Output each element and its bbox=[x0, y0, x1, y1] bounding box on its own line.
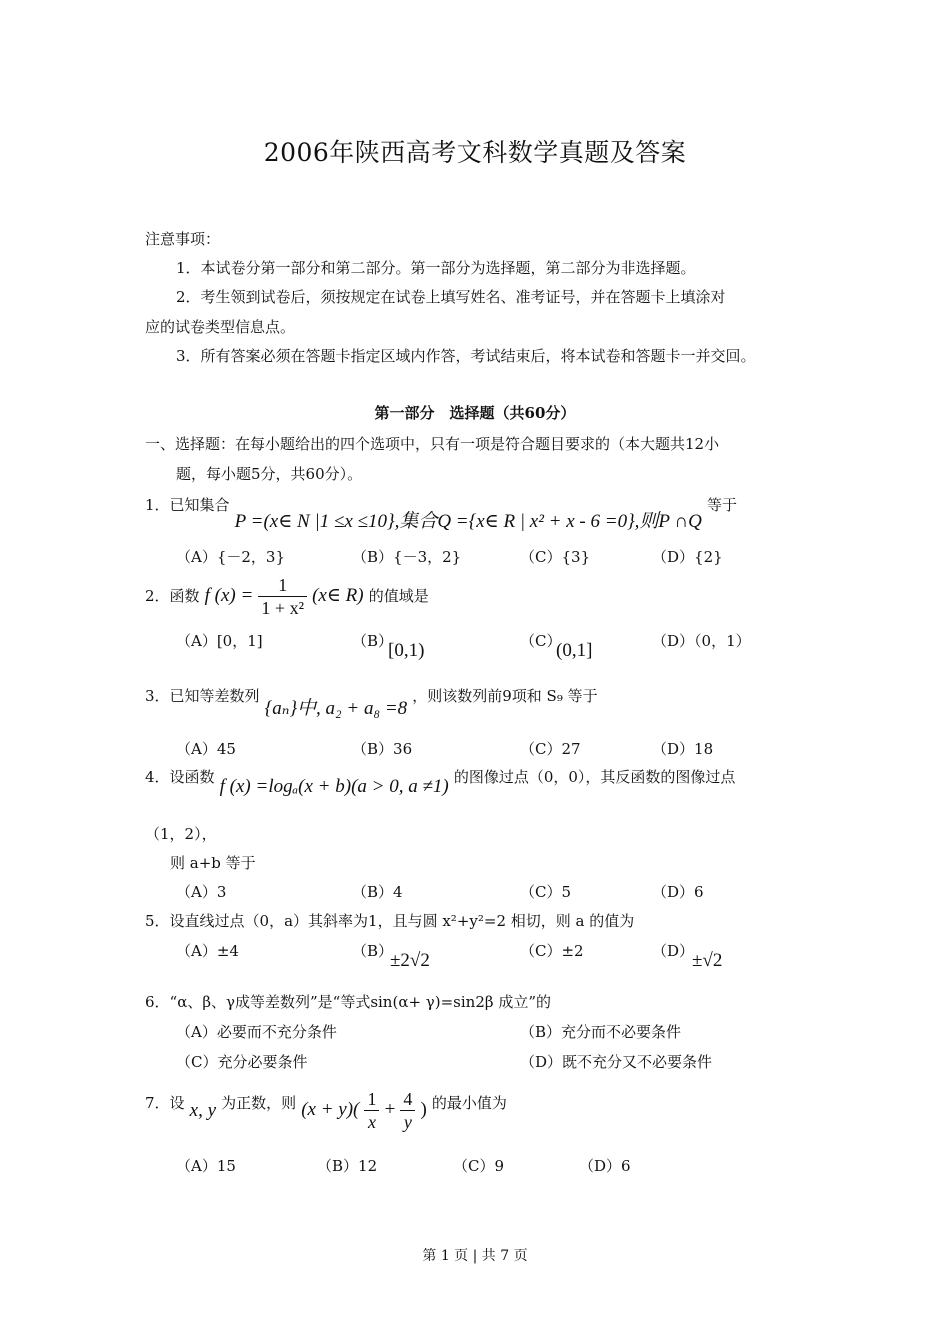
q7-fraction-1 bbox=[364, 1088, 379, 1133]
q2-prefix: 2．函数 bbox=[145, 587, 200, 605]
question-5: 5．设直线过点（0，a）其斜率为1，且与圆 x²+y²=2 相切，则 a 的值为 bbox=[145, 912, 635, 930]
q4-line-2: （1，2）， bbox=[145, 825, 217, 843]
question-1 bbox=[145, 494, 737, 532]
q7-vars: x, y bbox=[189, 1100, 217, 1121]
q1-option-c: （C）{3} bbox=[520, 548, 591, 566]
question-6: 6．“α、β、γ成等差数列”是“等式sin(α+ γ)=sin2β 成立”的 bbox=[145, 993, 551, 1011]
q7-den-1: x bbox=[367, 1112, 376, 1132]
q5-option-d-math: ±√2 bbox=[692, 950, 723, 971]
q7-mid: 为正数，则 bbox=[221, 1094, 297, 1112]
notice-item-3: 3．所有答案必须在答题卡指定区域内作答，考试结束后，将本试卷和答题卡一并交回。 bbox=[176, 347, 756, 365]
q1-suffix: 等于 bbox=[706, 496, 737, 514]
q4-option-a: （A）3 bbox=[176, 883, 227, 901]
q3-option-a: （A）45 bbox=[176, 740, 236, 758]
q2-option-d: （D）（0，1） bbox=[652, 632, 751, 650]
q7-num-1: 1 bbox=[364, 1088, 379, 1111]
q4-option-c: （C）5 bbox=[520, 883, 572, 901]
notice-item-2-cont: 应的试卷类型信息点。 bbox=[145, 318, 296, 336]
q3-option-c: （C）27 bbox=[520, 740, 581, 758]
q7-lead: (x + y)( bbox=[301, 1099, 360, 1120]
q4-line-3: 则 a+b 等于 bbox=[170, 854, 256, 872]
q7-option-b: （B）12 bbox=[317, 1157, 378, 1175]
notice-item-1: 1．本试卷分第一部分和第二部分。第一部分为选择题，第二部分为非选择题。 bbox=[176, 259, 696, 277]
q2-option-a: （A）[0，1] bbox=[176, 632, 263, 650]
q2-numerator: 1 bbox=[258, 574, 307, 597]
q2-fraction bbox=[258, 574, 307, 619]
q1-prefix: 1．已知集合 bbox=[145, 496, 230, 514]
section-intro: 一、选择题：在每小题给出的四个选项中，只有一项是符合题目要求的（本大题共12小 bbox=[145, 435, 720, 453]
q6-option-c: （C）充分必要条件 bbox=[176, 1053, 308, 1071]
q2-option-b-math: [0,1) bbox=[388, 640, 425, 661]
question-4 bbox=[145, 766, 736, 797]
q4-prefix: 4．设函数 bbox=[145, 768, 215, 786]
q5-option-b: （B） bbox=[352, 942, 394, 960]
q2-denominator: 1 + x² bbox=[261, 598, 304, 618]
q6-option-b: （B）充分而不必要条件 bbox=[520, 1023, 682, 1041]
q2-suffix: 的值域是 bbox=[368, 587, 429, 605]
part-heading: 第一部分 选择题（共60分） bbox=[374, 404, 576, 422]
q3-suffix: ，则该数列前9项和 S₉ 等于 bbox=[412, 687, 598, 705]
q7-formula bbox=[301, 1088, 427, 1133]
q3-formula: {aₙ}中, a₂ + a₈ =8 bbox=[264, 698, 408, 719]
section-intro-cont: 题，每小题5分，共60分）。 bbox=[176, 465, 363, 483]
q6-option-d: （D）既不充分又不必要条件 bbox=[520, 1053, 713, 1071]
notice-heading: 注意事项： bbox=[145, 230, 221, 248]
q7-fraction-2 bbox=[400, 1088, 415, 1133]
q7-den-2: y bbox=[403, 1112, 412, 1132]
q7-option-c: （C）9 bbox=[453, 1157, 505, 1175]
q7-option-a: （A）15 bbox=[176, 1157, 236, 1175]
q7-close: ) bbox=[420, 1099, 427, 1120]
q5-option-b-math: ±2√2 bbox=[390, 950, 430, 971]
q4-option-d: （D）6 bbox=[652, 883, 704, 901]
q2-option-c: （C） bbox=[520, 632, 562, 650]
q2-function: f (x) = bbox=[204, 585, 254, 606]
q4-option-b: （B）4 bbox=[352, 883, 403, 901]
q2-option-c-math: (0,1] bbox=[556, 640, 593, 661]
q4-formula: f (x) =logₐ(x + b)(a > 0, a ≠1) bbox=[219, 776, 449, 797]
q6-option-a: （A）必要而不充分条件 bbox=[176, 1023, 337, 1041]
q2-option-b: （B） bbox=[352, 632, 394, 650]
page-title: 2006年陕西高考文科数学真题及答案 bbox=[263, 138, 687, 167]
q7-option-d: （D）6 bbox=[579, 1157, 631, 1175]
q7-num-2: 4 bbox=[400, 1088, 415, 1111]
q7-prefix: 7．设 bbox=[145, 1094, 185, 1112]
q2-domain: (x∈ R) bbox=[312, 585, 364, 606]
page-footer: 第 1 页 | 共 7 页 bbox=[422, 1248, 528, 1264]
question-3 bbox=[145, 685, 598, 719]
q1-option-a: （A）{－2，3} bbox=[176, 548, 286, 566]
q1-option-d: （D）{2} bbox=[652, 548, 723, 566]
q1-formula: P =(x∈ N |1 ≤x ≤10},集合Q ={x∈ R | x² + x - 6 =0},则P ∩Q bbox=[234, 511, 702, 532]
q3-option-d: （D）18 bbox=[652, 740, 714, 758]
q7-suffix: 的最小值为 bbox=[431, 1094, 507, 1112]
q5-option-d: （D） bbox=[652, 942, 695, 960]
q3-prefix: 3．已知等差数列 bbox=[145, 687, 260, 705]
q4-suffix: 的图像过点（0，0），其反函数的图像过点 bbox=[453, 768, 736, 786]
q3-option-b: （B）36 bbox=[352, 740, 413, 758]
q1-option-b: （B）{－3，2} bbox=[352, 548, 462, 566]
q5-option-c: （C）±2 bbox=[520, 942, 584, 960]
q7-plus: + bbox=[384, 1099, 396, 1120]
q5-option-a: （A）±4 bbox=[176, 942, 239, 960]
question-7 bbox=[145, 1089, 507, 1137]
question-2 bbox=[145, 574, 429, 619]
notice-item-2: 2．考生领到试卷后，须按规定在试卷上填写姓名、准考证号，并在答题卡上填涂对 bbox=[176, 288, 726, 306]
